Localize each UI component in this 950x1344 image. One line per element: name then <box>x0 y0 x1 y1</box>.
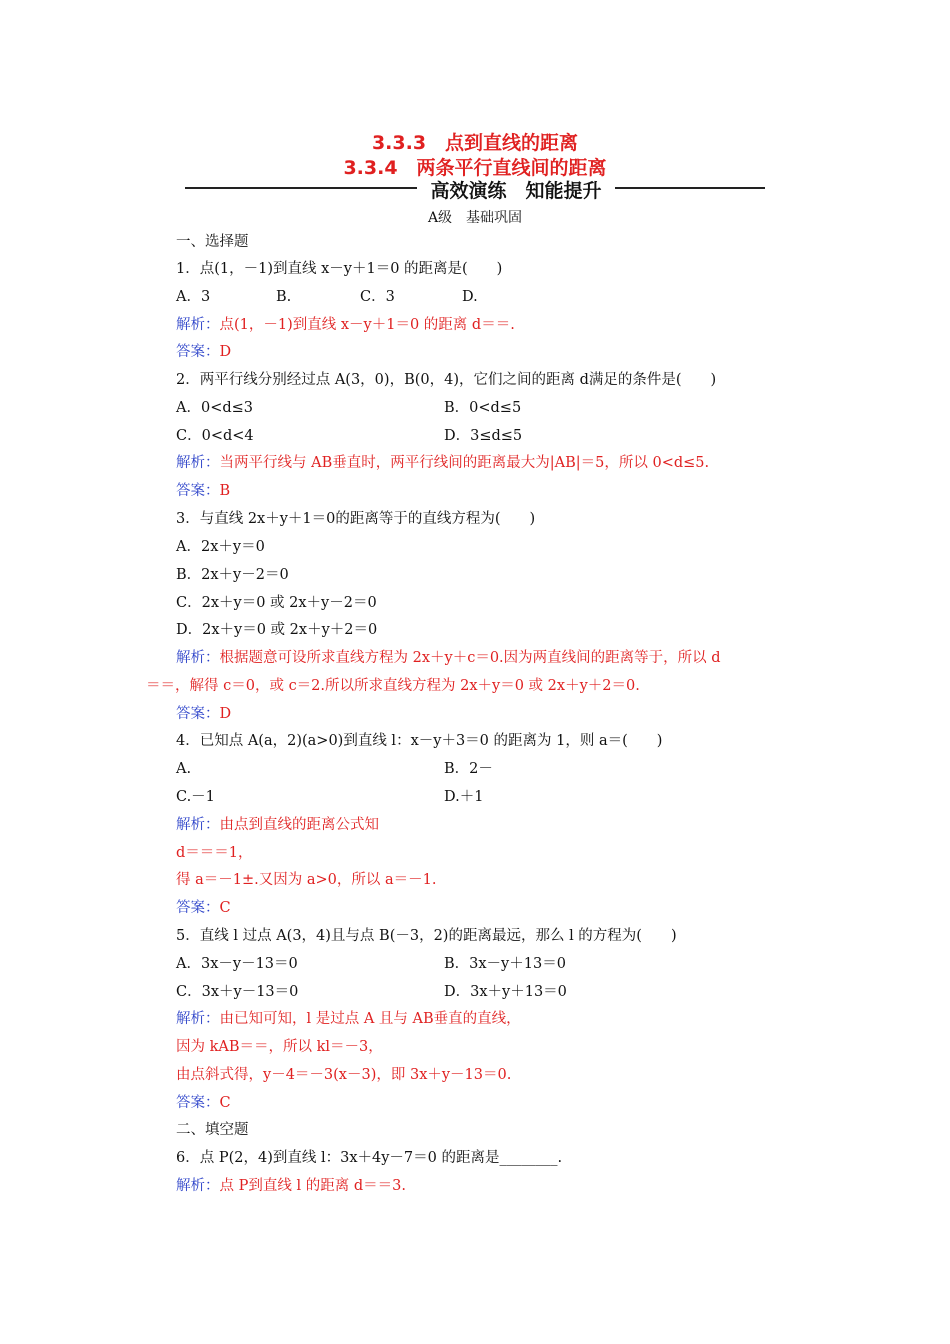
q2-answer <box>176 481 230 501</box>
analysis-label: 解析： <box>176 817 220 833</box>
analysis-label: 解析： <box>176 455 220 471</box>
q5-answer-value: C <box>219 1095 231 1111</box>
q1-answer-value: D <box>219 344 232 360</box>
answer-label: 答案： <box>176 344 220 360</box>
answer-label: 答案： <box>176 706 220 722</box>
q2-option-a: A．0<d≤3 <box>176 400 254 416</box>
q1-answer <box>176 342 231 362</box>
answer-label: 答案： <box>176 900 220 916</box>
banner-rule-right <box>615 187 765 189</box>
q5-option-c: C．3x＋y－13＝0 <box>176 984 299 1000</box>
q3-answer-value: D <box>219 706 232 722</box>
q3-stem: 3．与直线 2x＋y＋1＝0的距离等于的直线方程为( ) <box>176 511 536 527</box>
q4-option-c: C.－1 <box>176 789 215 805</box>
q4-analysis-text-1: 由点到直线的距离公式知 <box>219 817 379 833</box>
q3-option-c: C．2x＋y＝0 或 2x＋y－2＝0 <box>176 595 377 611</box>
q4-option-a: A. <box>176 761 192 777</box>
q6-analysis-text: 点 P到直线 l 的距离 d＝＝3. <box>219 1178 406 1194</box>
q2-analysis <box>176 453 709 473</box>
q4-option-d: D.＋1 <box>444 789 484 805</box>
q6-stem: 6．点 P(2，4)到直线 l：3x＋4y－7＝0 的距离是________. <box>176 1150 563 1166</box>
q1-analysis-text: 点(1，－1)到直线 x－y＋1＝0 的距离 d＝＝. <box>219 317 515 333</box>
title-line-2: 3.3.4 两条平行直线间的距离 <box>343 157 607 179</box>
q2-option-d: D．3≤d≤5 <box>444 428 523 444</box>
analysis-label: 解析： <box>176 1011 220 1027</box>
q5-option-a: A．3x－y－13＝0 <box>176 956 298 972</box>
q4-answer <box>176 898 231 918</box>
q3-analysis-line-2: ＝＝，解得 c＝0，或 c＝2.所以所求直线方程为 2x＋y＝0 或 2x＋y＋2＝0. <box>146 678 640 694</box>
analysis-label: 解析： <box>176 317 220 333</box>
q4-stem: 4．已知点 A(a，2)(a>0)到直线 l：x－y＋3＝0 的距离为 1，则 a＝( ) <box>176 733 663 749</box>
q5-stem: 5．直线 l 过点 A(3，4)且与点 B(－3，2)的距离最远，那么 l 的方程为( ) <box>176 928 677 944</box>
answer-label: 答案： <box>176 483 220 499</box>
q5-answer <box>176 1093 231 1113</box>
q5-analysis-line-1 <box>176 1009 521 1029</box>
analysis-label: 解析： <box>176 650 220 666</box>
q1-analysis <box>176 315 515 335</box>
q2-stem: 2．两平行线分别经过点 A(3，0)，B(0，4)，它们之间的距离 d满足的条件是( ) <box>176 372 717 388</box>
q4-analysis-line-2: d＝＝＝1， <box>176 845 253 861</box>
q1-option-d: D. <box>462 289 478 305</box>
q3-answer <box>176 704 231 724</box>
q5-analysis-text-1: 由已知可知，l 是过点 A 且与 AB垂直的直线， <box>219 1011 521 1027</box>
banner-rule-left <box>185 187 417 189</box>
q2-option-c: C．0<d<4 <box>176 428 254 444</box>
q3-option-b: B．2x＋y－2＝0 <box>176 567 289 583</box>
q5-option-b: B．3x－y＋13＝0 <box>444 956 566 972</box>
q1-option-c: C．3 <box>360 289 395 305</box>
section-banner <box>185 176 765 202</box>
q5-option-d: D．3x＋y＋13＝0 <box>444 984 567 1000</box>
section-choice-heading: 一、选择题 <box>176 234 249 250</box>
title-line-1: 3.3.3 点到直线的距离 <box>371 132 579 154</box>
q2-answer-value: B <box>219 483 231 499</box>
q5-analysis-line-3: 由点斜式得，y－4＝－3(x－3)，即 3x＋y－13＝0. <box>176 1067 512 1083</box>
q4-analysis-line-1 <box>176 815 379 835</box>
q6-analysis <box>176 1176 406 1196</box>
q3-option-a: A．2x＋y＝0 <box>176 539 265 555</box>
q4-answer-value: C <box>219 900 231 916</box>
q3-analysis-line-1 <box>176 648 721 668</box>
q4-analysis-line-3: 得 a＝－1±.又因为 a>0，所以 a＝－1. <box>176 872 437 888</box>
q1-option-a: A．3 <box>176 289 211 305</box>
q1-option-b: B. <box>276 289 292 305</box>
analysis-label: 解析： <box>176 1178 220 1194</box>
level-heading: A级 基础巩固 <box>427 210 523 226</box>
answer-label: 答案： <box>176 1095 220 1111</box>
q2-option-b: B．0<d≤5 <box>444 400 522 416</box>
q2-analysis-text: 当两平行线与 AB垂直时，两平行线间的距离最大为|AB|＝5，所以 0<d≤5. <box>219 455 710 471</box>
q1-stem: 1．点(1，－1)到直线 x－y＋1＝0 的距离是( ) <box>176 261 503 277</box>
section-fill-heading: 二、填空题 <box>176 1122 249 1138</box>
q4-option-b: B．2－ <box>444 761 493 777</box>
q5-analysis-line-2: 因为 kAB＝＝，所以 kl＝－3， <box>176 1039 383 1055</box>
banner-text: 高效演练 知能提升 <box>430 180 602 202</box>
q3-option-d: D．2x＋y＝0 或 2x＋y＋2＝0 <box>176 622 378 638</box>
q3-analysis-text-1: 根据题意可设所求直线方程为 2x＋y＋c＝0.因为两直线间的距离等于，所以 d <box>219 650 721 666</box>
